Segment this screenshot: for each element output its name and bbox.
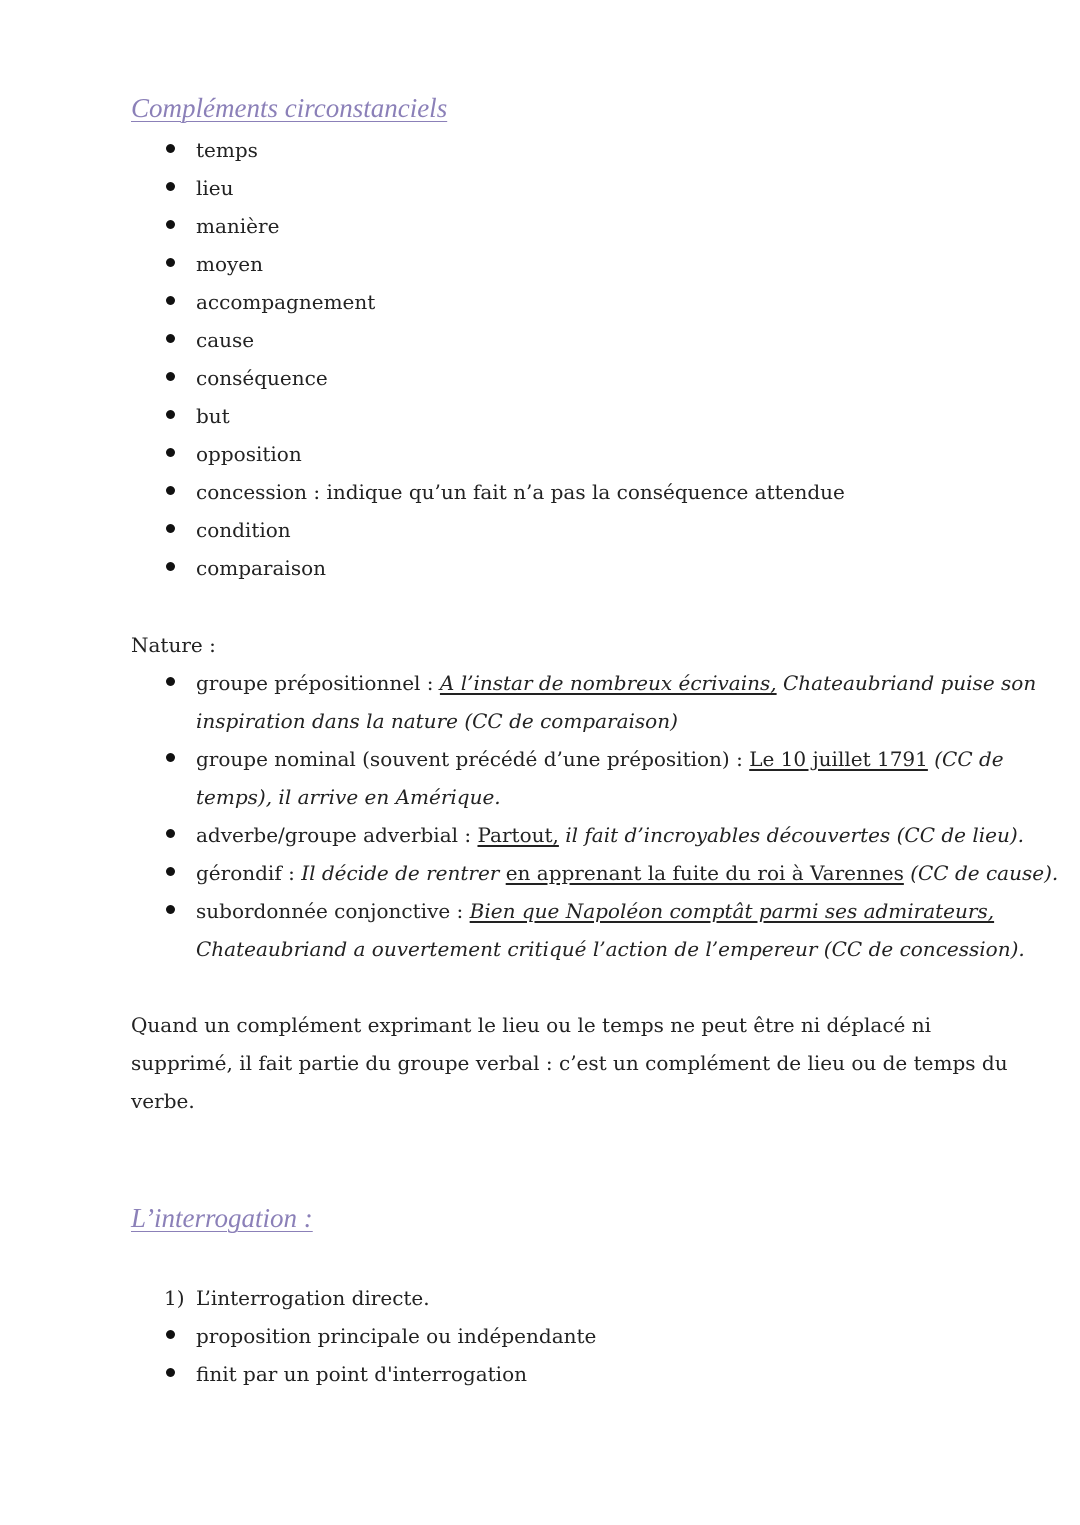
list-item: adverbe/groupe adverbial : Partout, il fait d’incroyables découvertes (CC de lieu). [131, 816, 1058, 854]
list-item: comparaison [131, 549, 845, 587]
list-item: lieu [131, 169, 845, 207]
bullet-icon [166, 486, 175, 495]
list-item: condition [131, 511, 845, 549]
bullet-icon [166, 258, 175, 267]
bullet-icon [166, 829, 175, 838]
list-item: conséquence [131, 359, 845, 397]
list-item: temps [131, 131, 845, 169]
interrogation-features-list [131, 1317, 596, 1393]
list-item: gérondif : Il décide de rentrer en apprenant la fuite du roi à Varennes (CC de cause). [131, 854, 1058, 892]
bullet-icon [166, 753, 175, 762]
nature-label: Nature : [131, 633, 216, 657]
cc-section-title: Compléments circonstanciels [131, 93, 448, 123]
list-item: proposition principale ou indépendante [131, 1317, 596, 1355]
list-item: subordonnée conjonctive : Bien que Napoléon comptât parmi ses admirateurs, Chateaubriand a ouvertement critiqué l’action de l’empereur (CC de concession). [131, 892, 1058, 968]
list-item: manière [131, 207, 845, 245]
list-item: moyen [131, 245, 845, 283]
bullet-icon [166, 524, 175, 533]
list-item: 1) L’interrogation directe. [131, 1279, 430, 1317]
bullet-icon [166, 372, 175, 381]
list-number: 1) [164, 1286, 185, 1310]
bullet-icon [166, 410, 175, 419]
bullet-icon [166, 144, 175, 153]
bullet-icon [166, 1330, 175, 1339]
list-item: opposition [131, 435, 845, 473]
list-item: finit par un point d'interrogation [131, 1355, 596, 1393]
list-item: concession : indique qu’un fait n’a pas la conséquence attendue [131, 473, 845, 511]
list-item: groupe prépositionnel : A l’instar de nombreux écrivains, Chateaubriand puise son inspiration dans la nature (CC de comparaison) [131, 664, 1058, 740]
bullet-icon [166, 448, 175, 457]
bullet-icon [166, 1368, 175, 1377]
bullet-icon [166, 867, 175, 876]
bullet-icon [166, 220, 175, 229]
list-item: cause [131, 321, 845, 359]
cc-types-list [131, 131, 845, 587]
nature-list [131, 664, 1058, 968]
interrogation-list [131, 1279, 430, 1317]
list-item: accompagnement [131, 283, 845, 321]
bullet-icon [166, 296, 175, 305]
list-item: groupe nominal (souvent précédé d’une préposition) : Le 10 juillet 1791 (CC de temps), il arrive en Amérique. [131, 740, 1058, 816]
bullet-icon [166, 905, 175, 914]
bullet-icon [166, 334, 175, 343]
bullet-icon [166, 562, 175, 571]
verb-complement-paragraph: Quand un complément exprimant le lieu ou le temps ne peut être ni déplacé ni supprimé, il fait partie du groupe verbal : c’est un complément de lieu ou de temps du verbe. [131, 1013, 1008, 1113]
interrogation-section-title: L’interrogation : [131, 1203, 313, 1233]
bullet-icon [166, 677, 175, 686]
bullet-icon [166, 182, 175, 191]
list-item: but [131, 397, 845, 435]
